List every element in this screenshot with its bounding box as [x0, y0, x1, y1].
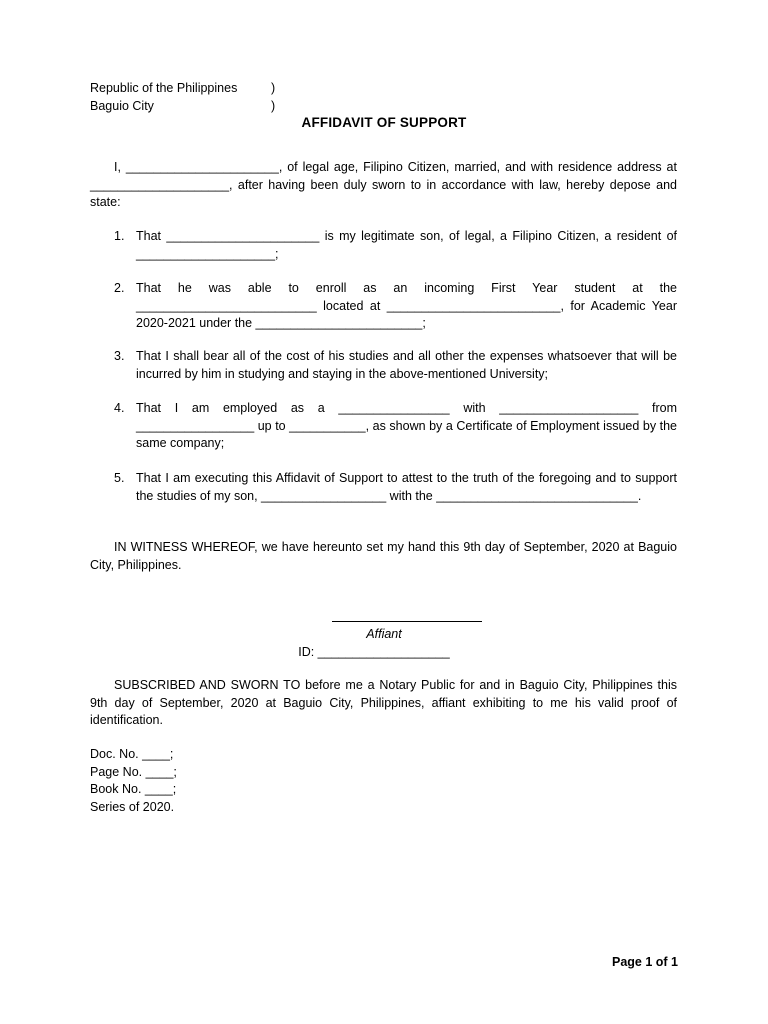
affiant-label: Affiant	[366, 627, 402, 641]
page-number: Page No. ____;	[90, 764, 177, 779]
intro-text: I, ______________________, of legal age, Filipino Citizen, married, and with residence address at ____________________, after having been duly sworn to in accordance with law, hereby depose and state:	[90, 160, 677, 209]
header-city: Baguio City	[90, 99, 154, 113]
list-item-4	[90, 400, 677, 453]
list-item-5	[90, 470, 677, 505]
header-paren-1: )	[271, 81, 276, 95]
notary-details	[90, 746, 177, 816]
intro-paragraph	[90, 159, 677, 212]
witness-text: IN WITNESS WHEREOF, we have hereunto set my hand this 9th day of September, 2020 at Baguio City, Philippines.	[90, 540, 677, 572]
list-text: That I shall bear all of the cost of his studies and all other the expenses whatsoever that will be incurred by him in studying and staying in the above-mentioned University;	[136, 349, 677, 381]
witness-paragraph	[90, 539, 677, 574]
id-line: ID: ___________________	[298, 645, 450, 659]
list-text: That I am executing this Affidavit of Support to attest to the truth of the foregoing and to support the studies of my son, __________________ with the _____________________________.	[136, 471, 677, 503]
book-number: Book No. ____;	[90, 782, 177, 796]
list-item-1	[90, 228, 677, 263]
list-number: 3.	[114, 349, 125, 363]
document-header	[90, 79, 275, 115]
list-text: That he was able to enroll as an incoming First Year student at the __________________________ located at _________________________, for Academic Year 2020-2021 under the ________________________;	[136, 281, 677, 330]
subscribed-paragraph	[90, 677, 677, 730]
header-paren-2: )	[271, 99, 276, 113]
subscribed-text: SUBSCRIBED AND SWORN TO before me a Notary Public for and in Baguio City, Philippines this 9th day of September, 2020 at Baguio City, Philippines, affiant exhibiting to me his valid proof of identification.	[90, 678, 677, 727]
list-number: 2.	[114, 281, 125, 295]
signature-line	[332, 621, 482, 622]
list-text: That ______________________ is my legitimate son, of legal, a Filipino Citizen, a resident of ____________________;	[136, 229, 677, 261]
list-number: 5.	[114, 471, 125, 485]
list-item-3	[90, 348, 677, 383]
list-item-2	[90, 280, 677, 333]
doc-number: Doc. No. ____;	[90, 747, 174, 761]
series: Series of 2020.	[90, 799, 175, 814]
page-footer: Page 1 of 1	[612, 955, 678, 969]
list-number: 4.	[114, 401, 125, 415]
header-republic: Republic of the Philippines	[90, 81, 238, 95]
list-text: That I am employed as a ________________ with ____________________ from _________________ up to ___________, as shown by a Certificate of Employment issued by the same company;	[136, 401, 677, 450]
document-title: AFFIDAVIT OF SUPPORT	[301, 115, 467, 130]
list-number: 1.	[114, 229, 125, 243]
